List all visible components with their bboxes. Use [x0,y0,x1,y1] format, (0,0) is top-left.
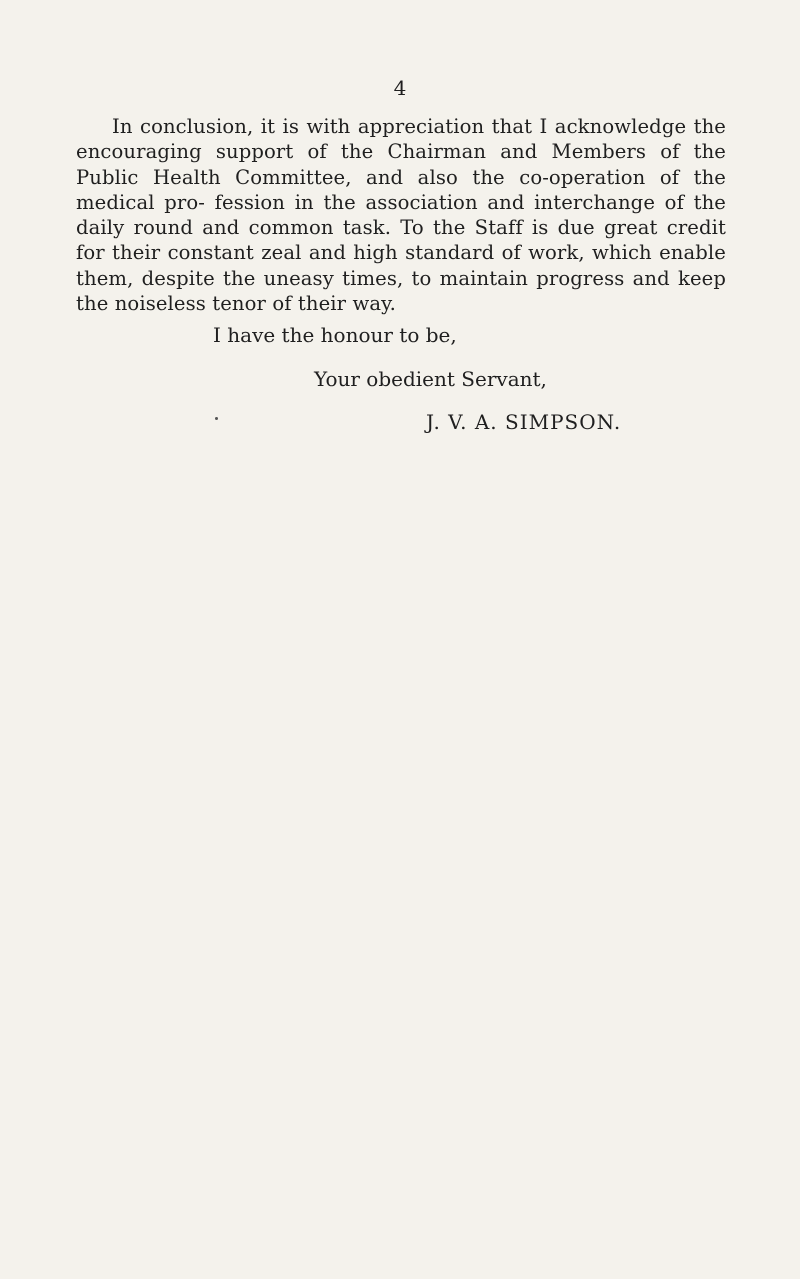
page-number: 4 [393,76,407,100]
signature: J. V. A. SIMPSON. [426,410,622,434]
closing-line: I have the honour to be, [213,323,457,347]
ink-speck [215,417,218,420]
body-paragraph: In conclusion, it is with appreciation that I acknowledge the encouraging support of the Chairman and Members of the Public Health Committee, and also the co-operation of the medical pro- fession in the association and interchange of the daily round and common task. To the Staff is due great credit for their constant zeal and high standard of work, which enable them, despite the uneasy times, to maintain progress and keep the noiseless tenor of their way. [76,115,726,316]
salutation-line: Your obedient Servant, [314,367,547,391]
